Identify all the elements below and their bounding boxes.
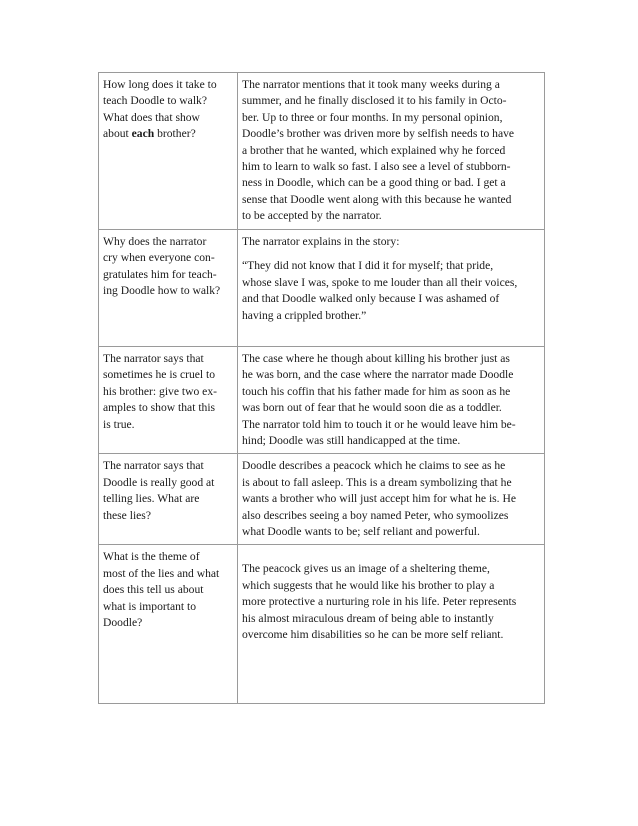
question-text: is true. <box>103 417 135 431</box>
question-text: ing Doodle how to walk? <box>103 284 221 298</box>
question-text: teach Doodle to walk? <box>103 94 207 108</box>
answer-line: a brother that he wanted, which explained why he forced <box>242 143 506 157</box>
question-line <box>103 126 233 142</box>
question-text: brother? <box>154 127 196 141</box>
table-row <box>99 230 545 347</box>
answer-line: was born out of fear that he would soon die as a toddler. <box>242 401 502 415</box>
table-row <box>99 73 545 230</box>
question-text: The narrator says that <box>103 352 204 365</box>
answer-line: overcome him disabilities so he can be more self reliant. <box>242 628 504 642</box>
question-line <box>103 367 233 383</box>
answer-line: whose slave I was, spoke to me louder than all their voices, <box>242 275 518 289</box>
question-line <box>103 234 233 250</box>
question-text: The narrator says that <box>103 459 204 473</box>
answer-line: The peacock gives us an image of a sheltering theme, <box>242 562 490 576</box>
answer-line: him to learn to walk so fast. I also see a level of stubborn- <box>242 160 511 174</box>
question-text: what is important to <box>103 599 197 613</box>
question-line <box>103 549 233 565</box>
question-text: What does that show <box>103 110 200 124</box>
question-line <box>103 110 233 126</box>
answer-line: to be accepted by the narrator. <box>242 209 382 223</box>
question-text: amples to show that this <box>103 401 216 415</box>
question-line <box>103 250 233 266</box>
question-line <box>103 582 233 598</box>
question-line <box>103 93 233 109</box>
question-line <box>103 566 233 582</box>
question-line <box>103 283 233 299</box>
question-text: cry when everyone con- <box>103 251 215 265</box>
question-line <box>103 508 233 524</box>
answer-line: The narrator explains in the story: <box>242 235 400 248</box>
answer-line: his almost miraculous dream of being able to instantly <box>242 611 494 625</box>
answer-line: The case where he though about killing his brother just as <box>242 352 510 365</box>
question-line <box>103 475 233 491</box>
question-cell <box>99 347 238 454</box>
question-cell <box>99 545 238 704</box>
question-text: these lies? <box>103 508 151 522</box>
answer-line: hind; Doodle was still handicapped at the time. <box>242 434 461 448</box>
question-text: How long does it take to <box>103 78 217 91</box>
question-text: Doodle? <box>103 616 143 630</box>
answer-line: more protective a nurturing role in his life. Peter represents <box>242 595 517 609</box>
answer-line: wants a brother who will just accept him for what he is. He <box>242 492 516 506</box>
answer-line: what Doodle wants to be; self reliant and powerful. <box>242 525 480 539</box>
question-emphasis: each <box>131 127 155 141</box>
question-text: Doodle is really good at <box>103 475 215 489</box>
answer-line: Doodle’s brother was driven more by selfish needs to have <box>242 127 515 141</box>
answer-line: summer, and he finally disclosed it to his family in Octo- <box>242 94 507 108</box>
question-cell <box>99 454 238 545</box>
question-text: his brother: give two ex- <box>103 384 217 398</box>
answer-line: Doodle describes a peacock which he claims to see as he <box>242 459 506 473</box>
question-line <box>103 267 233 283</box>
answer-cell <box>238 73 545 230</box>
question-cell <box>99 230 238 347</box>
answer-cell <box>238 347 545 454</box>
question-line <box>103 491 233 507</box>
answer-line: touch his coffin that his father made for him as soon as he <box>242 384 511 398</box>
question-text: What is the theme of <box>103 550 200 564</box>
question-text: does this tell us about <box>103 583 204 597</box>
question-line <box>103 417 233 433</box>
qa-table-body <box>99 73 545 704</box>
question-text: about <box>103 127 132 141</box>
question-line <box>103 384 233 400</box>
answer-line: ber. Up to three or four months. In my personal opinion, <box>242 110 503 124</box>
answer-line: which suggests that he would like his brother to play a <box>242 578 495 592</box>
answer-cell <box>238 454 545 545</box>
question-text: telling lies. What are <box>103 492 200 506</box>
question-text: gratulates him for teach- <box>103 267 217 281</box>
answer-line: also describes seeing a boy named Peter, who symoolizes <box>242 508 509 522</box>
answer-line: and that Doodle walked only because I was ashamed of <box>242 292 500 306</box>
question-line <box>103 458 233 474</box>
paragraph-gap <box>242 250 540 258</box>
answer-line: is about to fall asleep. This is a dream symbolizing that he <box>242 475 512 489</box>
answer-line: “They did not know that I did it for myself; that pride, <box>242 259 494 273</box>
question-cell <box>99 73 238 230</box>
answer-line: sense that Doodle went along with this because he wanted <box>242 192 512 206</box>
answer-line: having a crippled brother.” <box>242 308 367 322</box>
answer-cell <box>238 230 545 347</box>
question-line <box>103 599 233 615</box>
answer-line: ness in Doodle, which can be a good thing or bad. I get a <box>242 176 506 190</box>
table-row <box>99 454 545 545</box>
answer-line: The narrator told him to touch it or he would leave him be- <box>242 417 516 431</box>
question-line <box>103 400 233 416</box>
question-text: most of the lies and what <box>103 566 220 580</box>
question-line <box>103 615 233 631</box>
qa-table <box>98 72 545 704</box>
answer-line: The narrator mentions that it took many weeks during a <box>242 78 500 91</box>
question-line <box>103 77 233 93</box>
answer-line: he was born, and the case where the narrator made Doodle <box>242 368 514 382</box>
table-row <box>99 545 545 704</box>
question-line <box>103 351 233 367</box>
answer-cell <box>238 545 545 704</box>
table-row <box>99 347 545 454</box>
question-text: sometimes he is cruel to <box>103 368 216 382</box>
question-text: Why does the narrator <box>103 235 207 248</box>
